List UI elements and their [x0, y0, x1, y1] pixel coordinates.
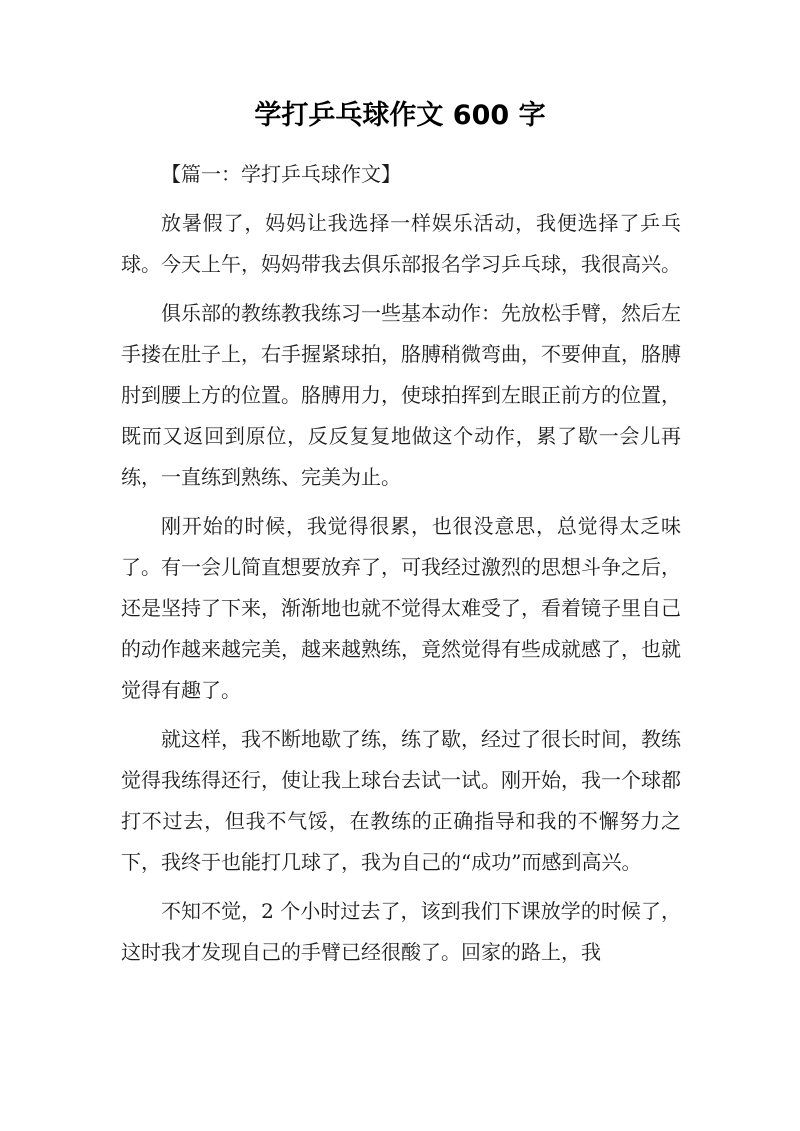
paragraph-2: 俱乐部的教练教我练习一些基本动作：先放松手臂，然后左手搂在肚子上，右手握紧球拍，胳膊稍微弯曲，不要伸直，胳膊肘到腰上方的位置。胳膊用力，使球拍挥到左眼正前方的位置，既而又返回到原位，反反复复地做这个动作，累了歇一会儿再练，一直练到熟练、完美为止。 — [121, 301, 681, 489]
paragraph-3: 刚开始的时候，我觉得很累，也很没意思，总觉得太乏味了。有一会儿简直想要放弃了，可我经过激烈的思想斗争之后，还是坚持了下来，渐渐地也就不觉得太难受了，看着镜子里自己的动作越来越完美，越来越熟练，竟然觉得有些成就感了，也就觉得有趣了。 — [121, 514, 681, 702]
paragraph-1: 放暑假了，妈妈让我选择一样娱乐活动，我便选择了乒乓球。今天上午，妈妈带我去俱乐部报名学习乒乓球，我很高兴。 — [121, 211, 681, 276]
document-title: 学打乒乓球作文 600 字 — [254, 100, 546, 131]
paragraph-4: 就这样，我不断地歇了练，练了歇，经过了很长时间，教练觉得我练得还行，使让我上球台去试一试。刚开始，我一个球都打不过去，但我不气馁，在教练的正确指导和我的不懈努力之下，我终于也能打几球了，我为自己的“成功”而感到高兴。 — [121, 727, 681, 874]
paragraph-5: 不知不觉，2 个小时过去了，该到我们下课放学的时候了，这时我才发现自己的手臂已经很酸了。回家的路上，我 — [121, 899, 681, 964]
document-body — [121, 154, 681, 981]
section-heading: 【篇一：学打乒乓球作文】 — [161, 162, 401, 186]
